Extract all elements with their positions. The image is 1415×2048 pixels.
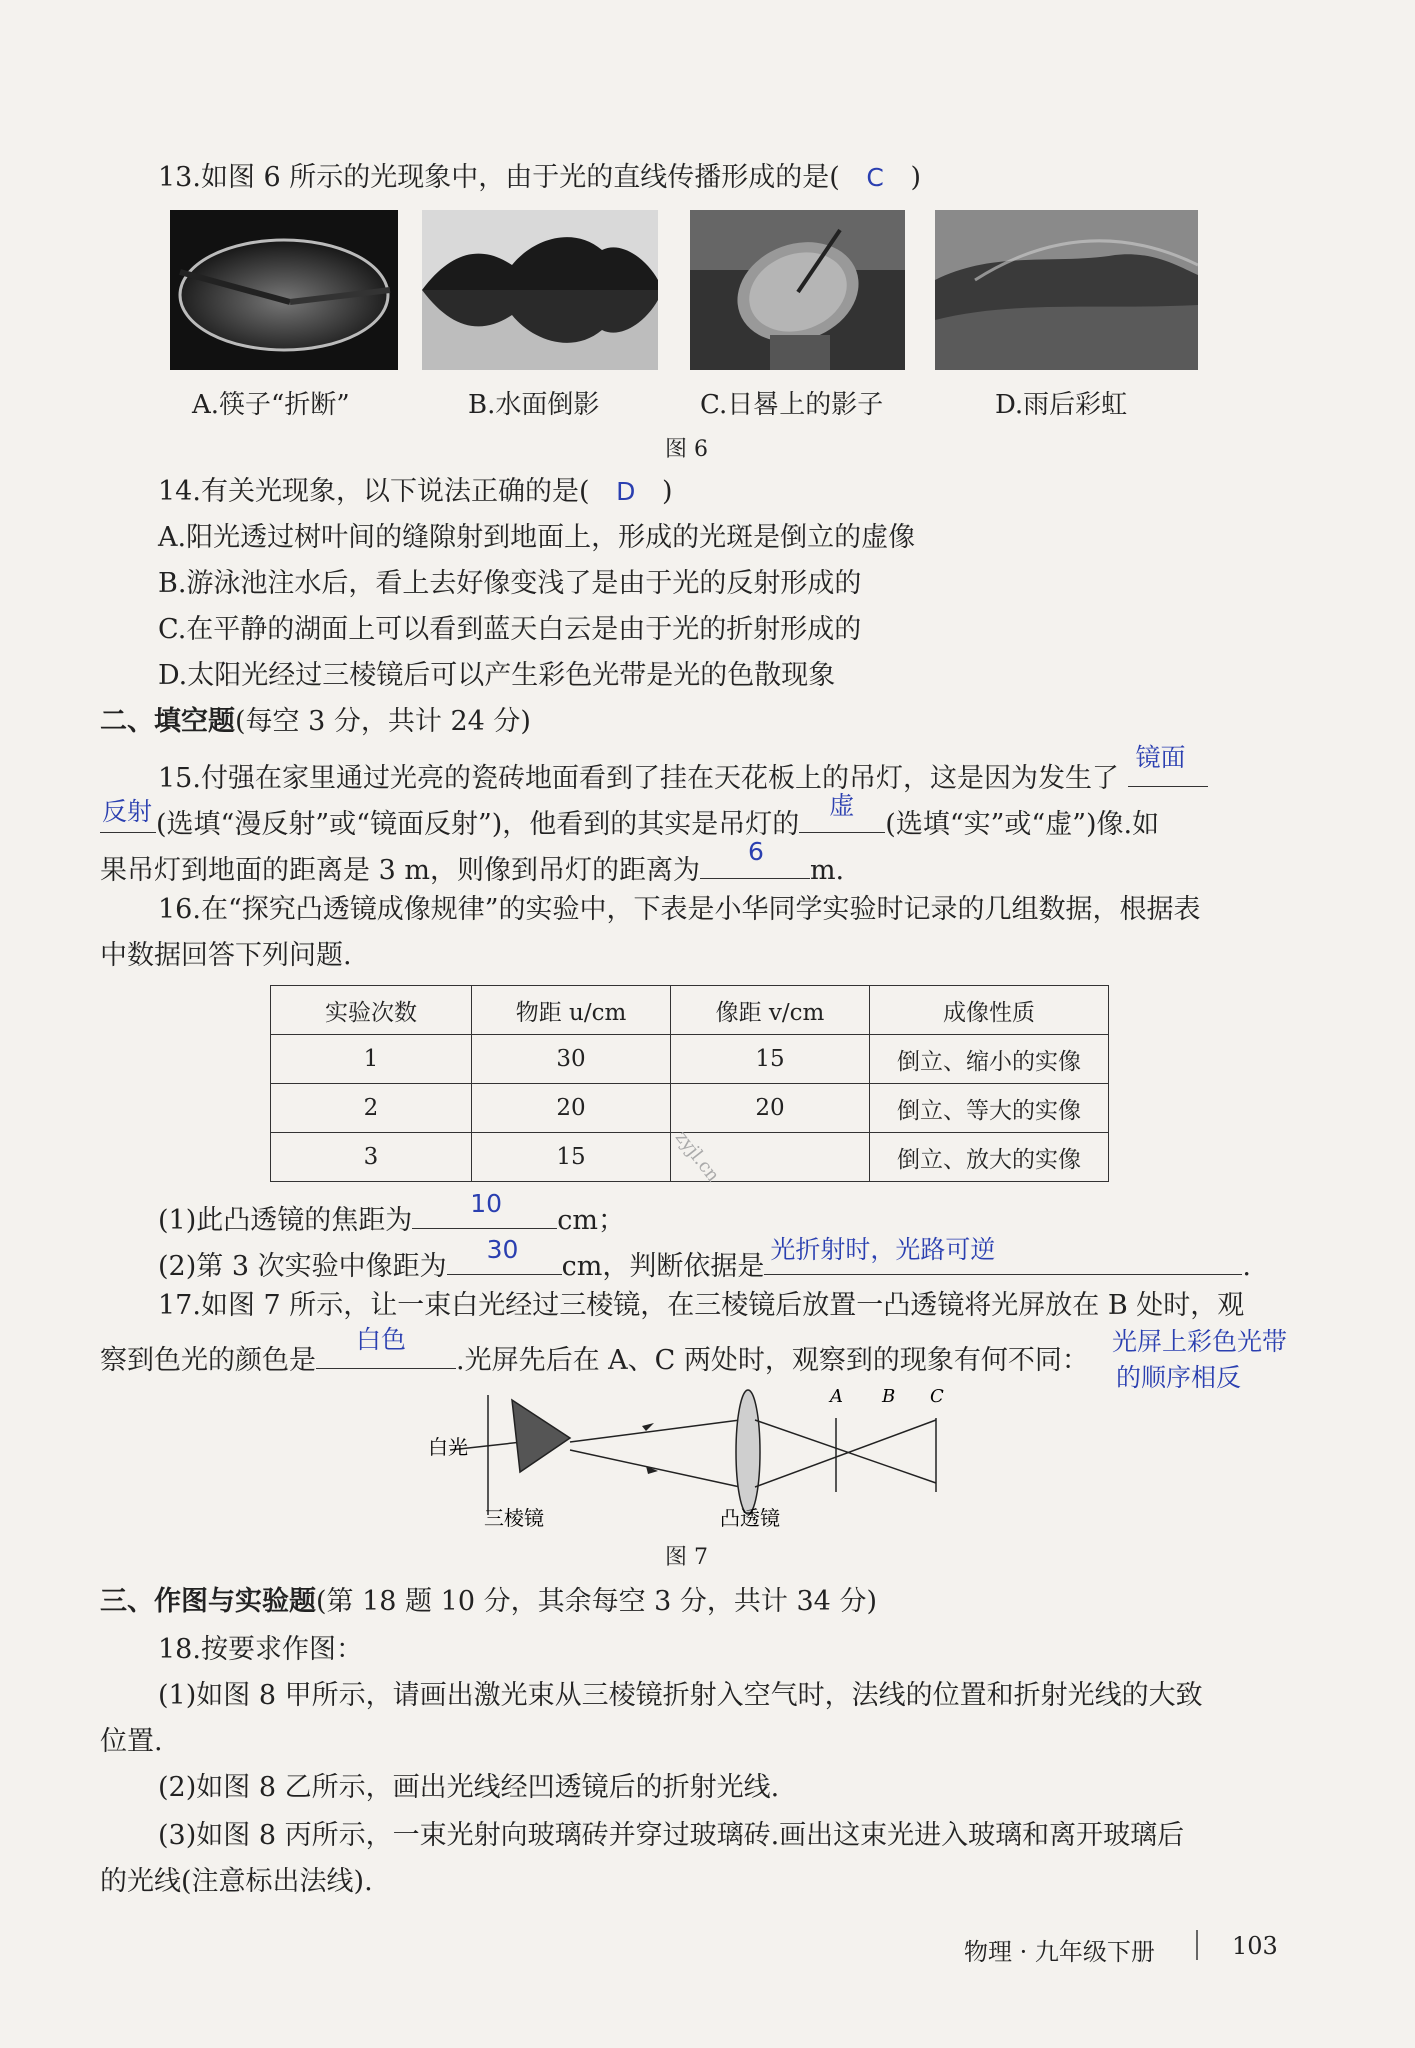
page-number: 103 bbox=[1232, 1932, 1278, 1960]
q17-line-1: 17.如图 7 所示，让一束白光经过三棱镜，在三棱镜后放置一凸透镜将光屏放在 B 处时，观 bbox=[158, 1290, 1245, 1321]
q18-part-3b: 的光线(注意标出法线). bbox=[100, 1866, 373, 1897]
q17-line-2 bbox=[100, 1325, 1089, 1379]
table-cell: 20 bbox=[472, 1084, 671, 1133]
q14-option-d: D.太阳光经过三棱镜后可以产生彩色光带是光的色散现象 bbox=[158, 660, 836, 691]
q18-part-2: (2)如图 8 乙所示，画出光线经凹透镜后的折射光线. bbox=[158, 1772, 780, 1803]
q14-option-b: B.游泳池注水后，看上去好像变浅了是由于光的反射形成的 bbox=[158, 568, 862, 599]
figure-6-label: 图 6 bbox=[665, 437, 708, 462]
q13-caption-a: A.筷子“折断” bbox=[192, 390, 350, 420]
q16-blank-1 bbox=[412, 1189, 557, 1229]
q16-answer-1: 10 bbox=[470, 1189, 503, 1218]
q15-answer-3: 6 bbox=[747, 837, 764, 866]
lower-ray bbox=[570, 1450, 740, 1487]
table-cell: 30 bbox=[472, 1035, 671, 1084]
q13-close: ) bbox=[910, 162, 922, 193]
table-cell: 15 bbox=[671, 1035, 870, 1084]
q17-text-2a: 察到色光的颜色是 bbox=[100, 1345, 316, 1376]
q17-answer-1: 白色 bbox=[356, 1325, 407, 1354]
q16-part-1-text: (1)此凸透镜的焦距为 bbox=[158, 1205, 413, 1236]
q16-part-2 bbox=[158, 1235, 1251, 1285]
arrow-head-upper bbox=[642, 1423, 654, 1431]
section-2-heading bbox=[100, 704, 531, 740]
label-prism: 三棱镜 bbox=[484, 1506, 544, 1530]
table-row bbox=[271, 1035, 1109, 1084]
q17-blank-1 bbox=[316, 1325, 456, 1369]
section-3-note: (第 18 题 10 分，其余每空 3 分，共计 34 分) bbox=[316, 1586, 877, 1617]
table-header: 像距 v/cm bbox=[671, 986, 870, 1035]
q16-line-2: 中数据回答下列问题. bbox=[100, 940, 352, 971]
q18-stem: 18.按要求作图： bbox=[158, 1634, 363, 1665]
q14-close: ) bbox=[661, 476, 673, 507]
label-lens: 凸透镜 bbox=[720, 1506, 780, 1530]
q13-caption-d: D.雨后彩虹 bbox=[995, 390, 1128, 420]
q15-text-2b: (选填“实”或“虚”)像.如 bbox=[885, 809, 1160, 840]
upper-ray bbox=[570, 1420, 740, 1442]
q16-part-2-mid: cm，判断依据是 bbox=[561, 1251, 765, 1282]
table-header: 实验次数 bbox=[271, 986, 472, 1035]
q18-part-3a: (3)如图 8 丙所示，一束光射向玻璃砖并穿过玻璃砖.画出这束光进入玻璃和离开玻璃后 bbox=[158, 1820, 1185, 1851]
convex-lens-shape bbox=[736, 1390, 760, 1514]
q15-line-3 bbox=[100, 837, 845, 889]
prism-shape bbox=[512, 1400, 570, 1472]
section-2-note: (每空 3 分，共计 24 分) bbox=[235, 706, 531, 737]
table-header-row bbox=[271, 986, 1109, 1035]
q15-text-1: 15.付强在家里通过光亮的瓷砖地面看到了挂在天花板上的吊灯，这是因为发生了 bbox=[158, 763, 1119, 794]
footer-book-title: 物理 · 九年级下册 bbox=[964, 1938, 1155, 1966]
q15-text-3a: 果吊灯到地面的距离是 3 m，则像到吊灯的距离为 bbox=[100, 855, 700, 886]
table-header: 成像性质 bbox=[870, 986, 1109, 1035]
table-cell: 20 bbox=[671, 1084, 870, 1133]
q16-part-2-end: . bbox=[1242, 1251, 1251, 1282]
figure-7-label: 图 7 bbox=[665, 1545, 708, 1570]
footer-divider bbox=[1196, 1930, 1198, 1960]
figure-7-optics-diagram bbox=[410, 1380, 970, 1530]
q15-answer-1b: 反射 bbox=[102, 797, 153, 826]
q16-line-1: 16.在“探究凸透镜成像规律”的实验中，下表是小华同学实验时记录的几组数据，根据表 bbox=[158, 894, 1201, 925]
q17-answer-2b: 的顺序相反 bbox=[1116, 1363, 1242, 1392]
q15-blank-2 bbox=[799, 791, 885, 833]
q16-blank-2 bbox=[447, 1235, 562, 1275]
table-cell: 3 bbox=[271, 1133, 472, 1182]
q16-part-1-unit: cm； bbox=[557, 1205, 625, 1236]
q13-stem: 13.如图 6 所示的光现象中，由于光的直线传播形成的是( bbox=[158, 162, 840, 193]
q15-answer-1a: 镜面 bbox=[1135, 743, 1186, 772]
label-a: A bbox=[830, 1386, 843, 1407]
watermark: zyjl.cn bbox=[670, 1127, 724, 1186]
q16-blank-3 bbox=[764, 1235, 1242, 1275]
q13-answer: C bbox=[866, 163, 884, 192]
label-white-light: 白光 bbox=[428, 1435, 468, 1459]
q18-part-1b: 位置. bbox=[100, 1726, 163, 1757]
q15-text-3b: m. bbox=[809, 855, 845, 886]
table-cell: 15 bbox=[472, 1133, 671, 1182]
table-cell: 2 bbox=[271, 1084, 472, 1133]
q13-caption-b: B.水面倒影 bbox=[468, 390, 600, 420]
table-row bbox=[271, 1084, 1109, 1133]
section-3-title: 三、作图与实验题 bbox=[100, 1586, 316, 1617]
q14-option-a: A.阳光透过树叶间的缝隙射到地面上，形成的光斑是倒立的虚像 bbox=[158, 522, 916, 553]
q14-stem: 14.有关光现象，以下说法正确的是( bbox=[158, 476, 590, 507]
q13-caption-c: C.日晷上的影子 bbox=[700, 390, 884, 420]
table-cell: 1 bbox=[271, 1035, 472, 1084]
q16-answer-2: 30 bbox=[486, 1235, 519, 1264]
q15-text-2a: (选填“漫反射”或“镜面反射”)，他看到的其实是吊灯的 bbox=[156, 809, 800, 840]
q15-blank-1b bbox=[100, 798, 156, 833]
section-3-heading bbox=[100, 1584, 877, 1620]
table-cell: 倒立、等大的实像 bbox=[870, 1084, 1109, 1133]
q14-stem-line bbox=[158, 474, 672, 510]
q15-blank-3 bbox=[700, 837, 810, 879]
photo-chopsticks bbox=[170, 210, 398, 370]
table-cell: 倒立、放大的实像 bbox=[870, 1133, 1109, 1182]
table-header: 物距 u/cm bbox=[472, 986, 671, 1035]
q17-answer-2a: 光屏上彩色光带 bbox=[1112, 1327, 1288, 1356]
q17-text-2b: .光屏先后在 A、C 两处时，观察到的现象有何不同： bbox=[456, 1345, 1089, 1376]
q14-option-c: C.在平静的湖面上可以看到蓝天白云是由于光的折射形成的 bbox=[158, 614, 862, 645]
q15-answer-2: 虚 bbox=[829, 791, 855, 820]
q13-stem-line bbox=[158, 160, 921, 196]
q15-blank-1 bbox=[1128, 743, 1208, 787]
table-cell: 倒立、缩小的实像 bbox=[870, 1035, 1109, 1084]
photo-water-reflection bbox=[422, 210, 658, 370]
q16-part-2-text: (2)第 3 次实验中像距为 bbox=[158, 1251, 447, 1282]
q14-answer: D bbox=[616, 477, 636, 506]
label-b: B bbox=[882, 1386, 896, 1407]
photo-rainbow bbox=[935, 210, 1198, 370]
q16-answer-3: 光折射时，光路可逆 bbox=[770, 1235, 996, 1264]
q18-part-1a: (1)如图 8 甲所示，请画出激光束从三棱镜折射入空气时，法线的位置和折射光线的大致 bbox=[158, 1680, 1203, 1711]
q16-part-1 bbox=[158, 1189, 625, 1239]
photo-sundial bbox=[690, 210, 905, 370]
q15-line-1 bbox=[158, 743, 1208, 797]
label-c: C bbox=[930, 1386, 944, 1407]
q15-line-2 bbox=[100, 791, 1160, 843]
section-2-title: 二、填空题 bbox=[100, 706, 235, 737]
